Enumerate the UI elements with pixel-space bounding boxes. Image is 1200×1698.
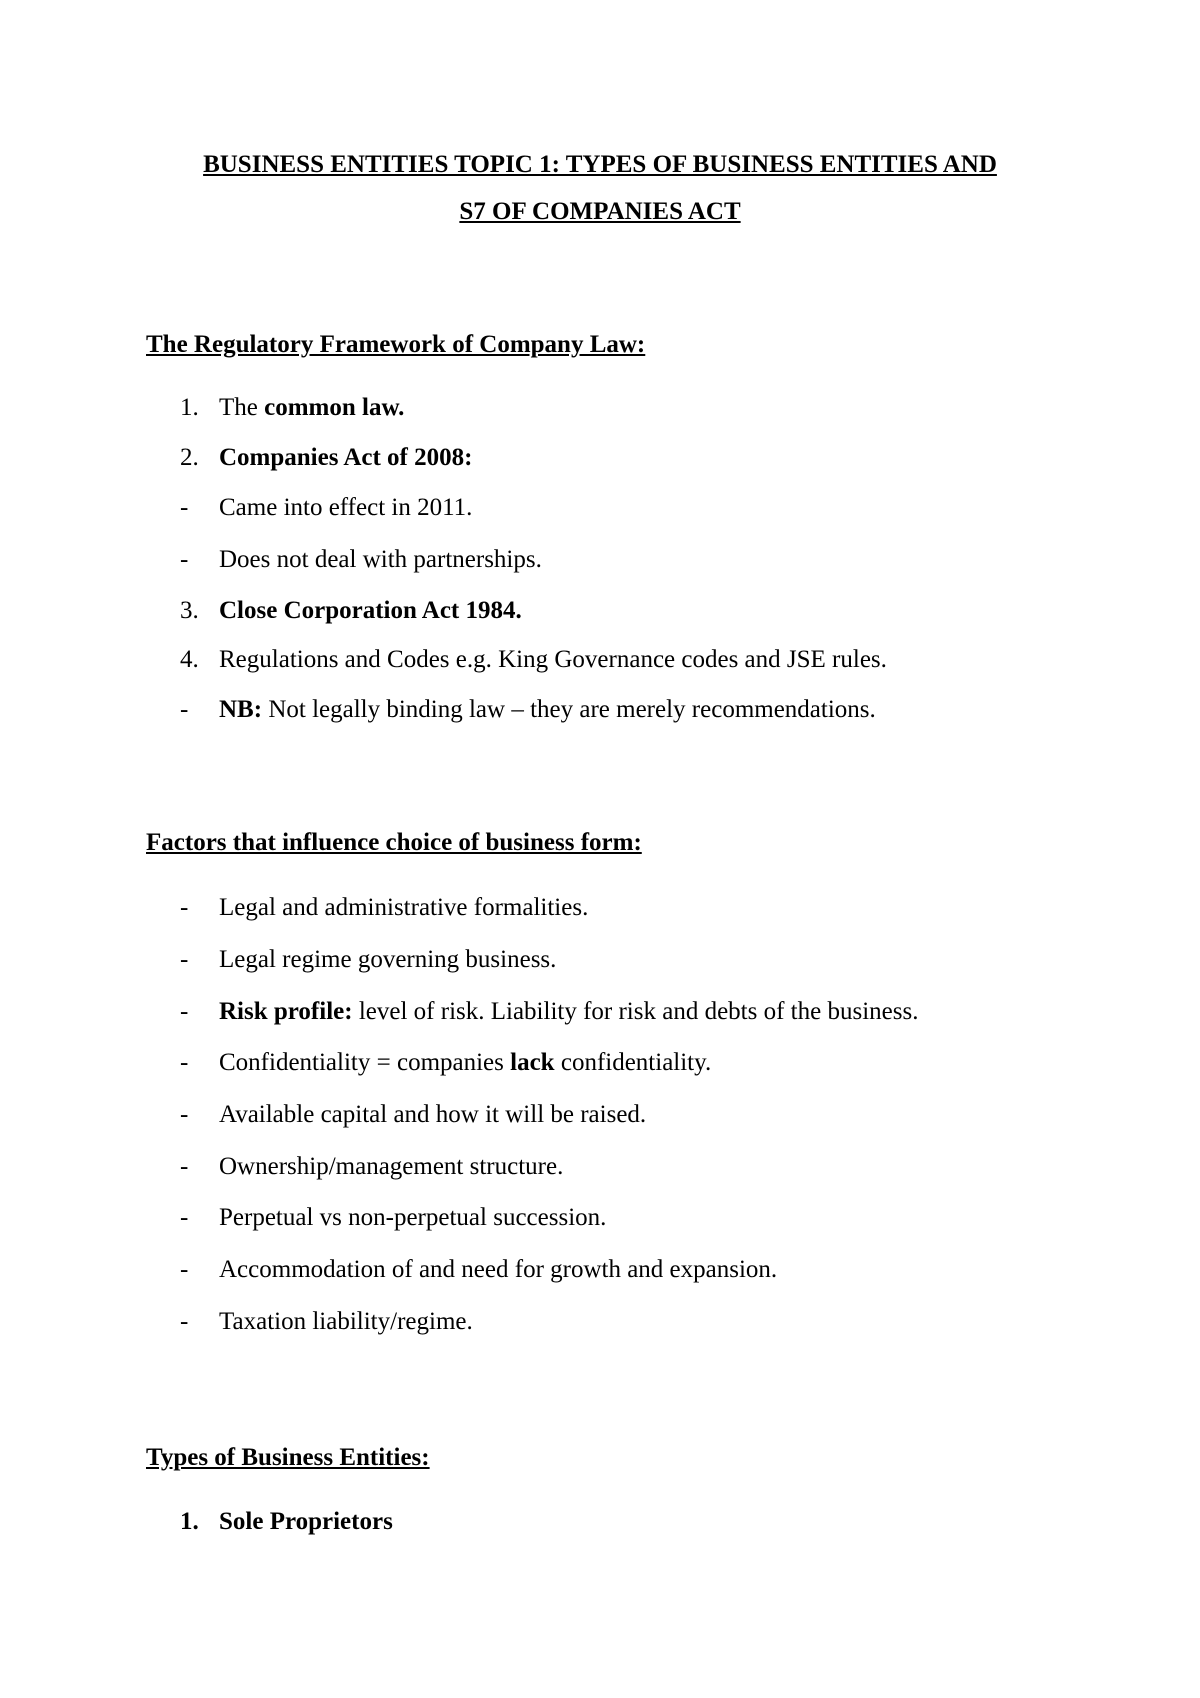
list-item-text: Taxation liability/regime. bbox=[219, 1308, 473, 1335]
list-marker: - bbox=[180, 1308, 189, 1335]
list-item-text: Ownership/management structure. bbox=[219, 1153, 564, 1180]
list-marker: 2. bbox=[180, 444, 199, 471]
list-marker: 1. bbox=[180, 394, 199, 421]
section-heading-regulatory-framework: The Regulatory Framework of Company Law: bbox=[146, 331, 646, 358]
document-title-line-1: BUSINESS ENTITIES TOPIC 1: TYPES OF BUSINESS ENTITIES AND bbox=[203, 151, 997, 178]
list-item-text: Confidentiality = companies lack confidentiality. bbox=[219, 1049, 712, 1076]
list-item-text: Came into effect in 2011. bbox=[219, 494, 473, 521]
list-marker: 1. bbox=[180, 1508, 199, 1535]
list-item-text: Close Corporation Act 1984. bbox=[219, 597, 522, 624]
list-marker: - bbox=[180, 1101, 189, 1128]
list-marker: - bbox=[180, 1256, 189, 1283]
list-item-text: Perpetual vs non-perpetual succession. bbox=[219, 1204, 607, 1231]
document-title-line-2: S7 OF COMPANIES ACT bbox=[459, 198, 741, 225]
section-heading-types: Types of Business Entities: bbox=[146, 1444, 430, 1471]
list-marker: - bbox=[180, 998, 189, 1025]
list-item-text: The common law. bbox=[219, 394, 405, 421]
list-item-text: Risk profile: level of risk. Liability for risk and debts of the business. bbox=[219, 998, 919, 1025]
list-marker: 4. bbox=[180, 646, 199, 673]
list-marker: - bbox=[180, 946, 189, 973]
list-item-text: Accommodation of and need for growth and expansion. bbox=[219, 1256, 778, 1283]
list-item-text: Available capital and how it will be raised. bbox=[219, 1101, 647, 1128]
list-marker: 3. bbox=[180, 597, 199, 624]
list-marker: - bbox=[180, 1204, 189, 1231]
list-marker: - bbox=[180, 1153, 189, 1180]
list-marker: - bbox=[180, 494, 189, 521]
list-marker: - bbox=[180, 1049, 189, 1076]
list-item-text: Legal and administrative formalities. bbox=[219, 894, 589, 921]
list-item-text: Legal regime governing business. bbox=[219, 946, 557, 973]
section-heading-factors: Factors that influence choice of business form: bbox=[146, 829, 642, 856]
list-item-text: NB: Not legally binding law – they are merely recommendations. bbox=[219, 696, 876, 723]
list-marker: - bbox=[180, 696, 189, 723]
list-item-text: Regulations and Codes e.g. King Governance codes and JSE rules. bbox=[219, 646, 887, 673]
list-item-text: Companies Act of 2008: bbox=[219, 444, 473, 471]
list-item-text: Sole Proprietors bbox=[219, 1508, 393, 1535]
list-marker: - bbox=[180, 546, 189, 573]
list-item-text: Does not deal with partnerships. bbox=[219, 546, 542, 573]
list-marker: - bbox=[180, 894, 189, 921]
